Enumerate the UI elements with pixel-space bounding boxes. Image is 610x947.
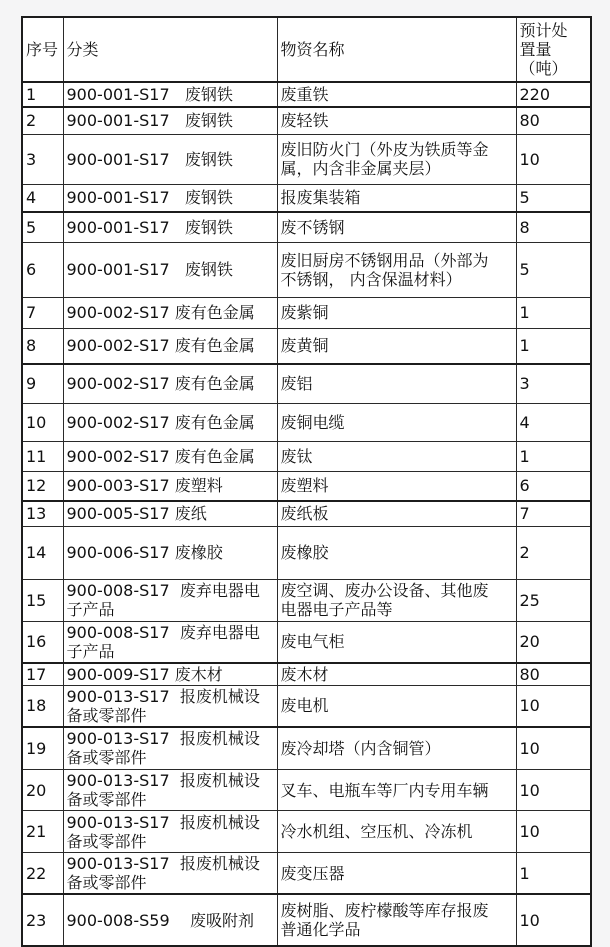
- header-row: [22, 17, 591, 82]
- table-row: [22, 184, 591, 212]
- cell-no: 21: [22, 811, 63, 853]
- cell-category: 900-013-S17 报废机械设备或零部件: [63, 685, 277, 727]
- cell-qty: 10: [516, 685, 591, 727]
- cell-no: 12: [22, 471, 63, 501]
- cell-category: 900-008-S17 废弃电器电子产品: [63, 621, 277, 663]
- cell-name: 废黄铜: [277, 328, 516, 364]
- cell-category: 900-002-S17 废有色金属: [63, 297, 277, 328]
- cell-qty: 10: [516, 770, 591, 811]
- cell-no: 17: [22, 663, 63, 686]
- table-row: [22, 364, 591, 403]
- cell-name: 废树脂、废柠檬酸等库存报废普通化学品: [277, 894, 516, 946]
- cell-qty: 5: [516, 242, 591, 297]
- cell-no: 18: [22, 685, 63, 727]
- table-row: [22, 297, 591, 328]
- table-row: [22, 685, 591, 727]
- cell-category: 900-001-S17 废钢铁: [63, 82, 277, 107]
- cell-category: 900-003-S17 废塑料: [63, 471, 277, 501]
- cell-category: 900-013-S17 报废机械设备或零部件: [63, 770, 277, 811]
- cell-no: 1: [22, 82, 63, 107]
- cell-name: 废重铁: [277, 82, 516, 107]
- cell-name: 废旧防火门（外皮为铁质等金属，内含非金属夹层）: [277, 134, 516, 184]
- table-row: [22, 441, 591, 471]
- cell-category: 900-006-S17 废橡胶: [63, 526, 277, 579]
- cell-no: 19: [22, 727, 63, 770]
- cell-category: 900-002-S17 废有色金属: [63, 328, 277, 364]
- disposal-table: [21, 16, 592, 947]
- table-row: [22, 501, 591, 526]
- cell-qty: 5: [516, 184, 591, 212]
- table-row: [22, 770, 591, 811]
- cell-no: 22: [22, 853, 63, 895]
- cell-name: 废电机: [277, 685, 516, 727]
- cell-qty: 80: [516, 663, 591, 686]
- cell-name: 废旧厨房不锈钢用品（外部为不锈钢， 内含保温材料）: [277, 242, 516, 297]
- table-header: [22, 17, 591, 82]
- cell-name: 废电气柜: [277, 621, 516, 663]
- cell-qty: 3: [516, 364, 591, 403]
- cell-category: 900-013-S17 报废机械设备或零部件: [63, 727, 277, 770]
- cell-name: 废纸板: [277, 501, 516, 526]
- cell-name: 叉车、电瓶车等厂内专用车辆: [277, 770, 516, 811]
- cell-qty: 7: [516, 501, 591, 526]
- cell-no: 23: [22, 894, 63, 946]
- table-row: [22, 403, 591, 441]
- cell-name: 废变压器: [277, 853, 516, 895]
- cell-name: 废冷却塔（内含铜管）: [277, 727, 516, 770]
- cell-no: 5: [22, 212, 63, 242]
- table-row: [22, 727, 591, 770]
- cell-qty: 4: [516, 403, 591, 441]
- cell-no: 10: [22, 403, 63, 441]
- cell-no: 16: [22, 621, 63, 663]
- cell-category: 900-001-S17 废钢铁: [63, 212, 277, 242]
- cell-no: 4: [22, 184, 63, 212]
- cell-name: 废木材: [277, 663, 516, 686]
- cell-no: 7: [22, 297, 63, 328]
- cell-name: 冷水机组、空压机、冷冻机: [277, 811, 516, 853]
- cell-category: 900-001-S17 废钢铁: [63, 134, 277, 184]
- table-row: [22, 471, 591, 501]
- table-row: [22, 894, 591, 946]
- cell-name: 废铜电缆: [277, 403, 516, 441]
- table-row: [22, 212, 591, 242]
- cell-qty: 1: [516, 328, 591, 364]
- cell-qty: 1: [516, 853, 591, 895]
- cell-qty: 10: [516, 727, 591, 770]
- cell-category: 900-002-S17 废有色金属: [63, 364, 277, 403]
- cell-category: 900-008-S17 废弃电器电子产品: [63, 579, 277, 621]
- cell-qty: 10: [516, 811, 591, 853]
- cell-no: 8: [22, 328, 63, 364]
- cell-name: 废轻铁: [277, 107, 516, 134]
- cell-name: 废空调、废办公设备、其他废电器电子产品等: [277, 579, 516, 621]
- cell-qty: 6: [516, 471, 591, 501]
- cell-no: 13: [22, 501, 63, 526]
- cell-category: 900-001-S17 废钢铁: [63, 107, 277, 134]
- table-row: [22, 134, 591, 184]
- cell-no: 3: [22, 134, 63, 184]
- cell-category: 900-002-S17 废有色金属: [63, 441, 277, 471]
- table-row: [22, 242, 591, 297]
- cell-no: 14: [22, 526, 63, 579]
- cell-category: 900-001-S17 废钢铁: [63, 184, 277, 212]
- cell-no: 2: [22, 107, 63, 134]
- cell-qty: 10: [516, 894, 591, 946]
- cell-no: 11: [22, 441, 63, 471]
- cell-category: 900-013-S17 报废机械设备或零部件: [63, 853, 277, 895]
- cell-name: 废不锈钢: [277, 212, 516, 242]
- cell-name: 废塑料: [277, 471, 516, 501]
- cell-no: 6: [22, 242, 63, 297]
- cell-category: 900-005-S17 废纸: [63, 501, 277, 526]
- table-row: [22, 621, 591, 663]
- cell-qty: 10: [516, 134, 591, 184]
- column-header-name: 物资名称: [277, 17, 516, 82]
- cell-qty: 2: [516, 526, 591, 579]
- table-row: [22, 107, 591, 134]
- cell-name: 报废集装箱: [277, 184, 516, 212]
- cell-category: 900-002-S17 废有色金属: [63, 403, 277, 441]
- cell-name: 废紫铜: [277, 297, 516, 328]
- cell-no: 9: [22, 364, 63, 403]
- cell-name: 废铝: [277, 364, 516, 403]
- cell-category: 900-009-S17 废木材: [63, 663, 277, 686]
- cell-qty: 8: [516, 212, 591, 242]
- cell-qty: 1: [516, 297, 591, 328]
- column-header-qty: 预计处置量（吨）: [516, 17, 591, 82]
- cell-qty: 220: [516, 82, 591, 107]
- table-body: [22, 82, 591, 946]
- cell-name: 废钛: [277, 441, 516, 471]
- table-row: [22, 663, 591, 686]
- table-row: [22, 811, 591, 853]
- column-header-category: 分类: [63, 17, 277, 82]
- table-row: [22, 328, 591, 364]
- column-header-no: 序号: [22, 17, 63, 82]
- table-row: [22, 579, 591, 621]
- table-row: [22, 82, 591, 107]
- cell-qty: 25: [516, 579, 591, 621]
- cell-qty: 1: [516, 441, 591, 471]
- table-row: [22, 853, 591, 895]
- cell-category: 900-001-S17 废钢铁: [63, 242, 277, 297]
- cell-category: 900-008-S59 废吸附剂: [63, 894, 277, 946]
- cell-name: 废橡胶: [277, 526, 516, 579]
- table-row: [22, 526, 591, 579]
- cell-qty: 20: [516, 621, 591, 663]
- cell-no: 15: [22, 579, 63, 621]
- cell-qty: 80: [516, 107, 591, 134]
- cell-no: 20: [22, 770, 63, 811]
- cell-category: 900-013-S17 报废机械设备或零部件: [63, 811, 277, 853]
